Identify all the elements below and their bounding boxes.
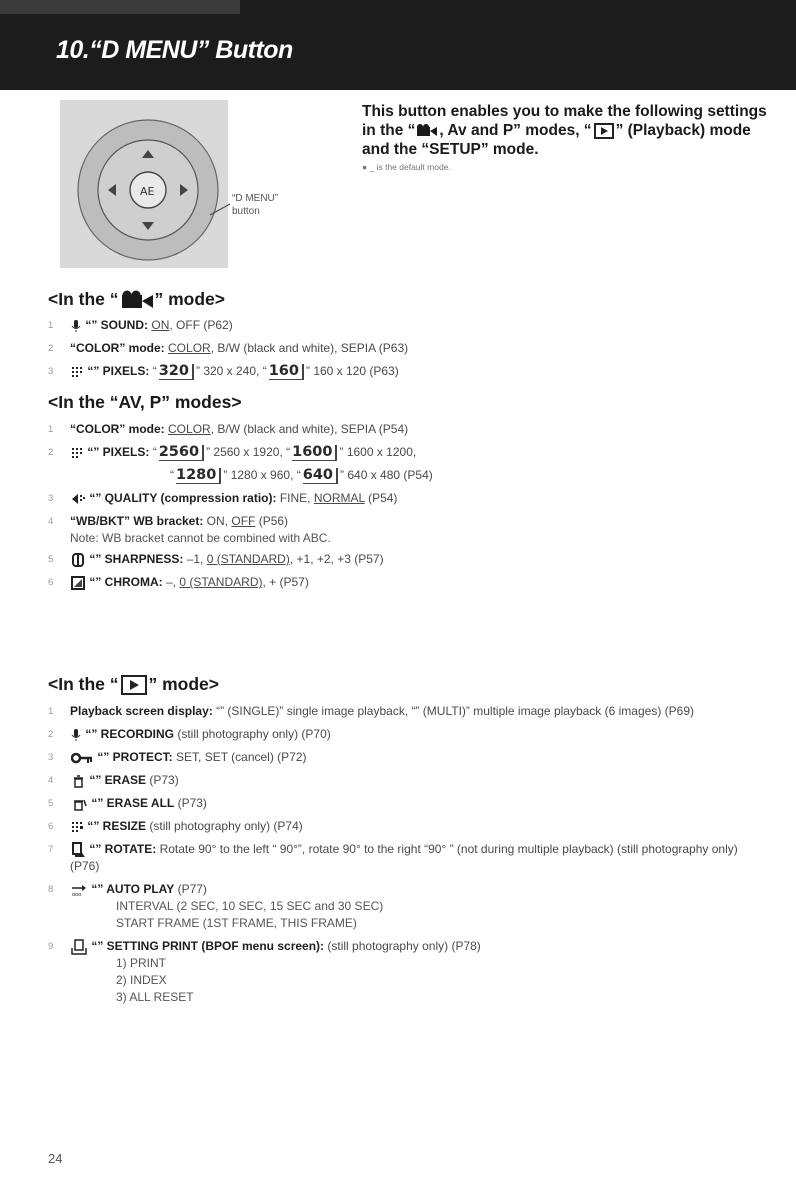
play-icon xyxy=(121,675,147,695)
list-item: 1 “COLOR” mode: COLOR, B/W (black and white), SEPIA (P54) xyxy=(48,422,409,436)
wb-bracket-note: Note: WB bracket cannot be combined with ABC. xyxy=(70,531,331,545)
movie-camera-icon xyxy=(416,124,438,138)
header-top-strip xyxy=(0,0,240,14)
resolution-badge: 1280 xyxy=(176,468,221,484)
print-option: 1) PRINT xyxy=(116,956,167,970)
protect-key-icon xyxy=(71,752,93,764)
quality-icon xyxy=(71,493,85,505)
rotate-icon xyxy=(71,842,85,858)
microphone-icon xyxy=(71,728,81,742)
auto-play-option: START FRAME (1ST FRAME, THIS FRAME) xyxy=(116,916,357,930)
camera-dial-icon xyxy=(60,100,310,268)
list-item: 1 “” SOUND: ON, OFF (P62) xyxy=(48,318,233,332)
list-item: 2 “COLOR” mode: COLOR, B/W (black and white), SEPIA (P63) xyxy=(48,341,409,355)
list-item: 9 “” SETTING PRINT (BPOF menu screen): (still photography only) (P78) 1) PRINT 2) INDEX 3) ALL RESET xyxy=(48,938,768,1006)
play-icon xyxy=(594,123,614,139)
intro-paragraph: This button enables you to make the following settings in the “ , Av and P” modes, “ ” (Playback) mode and the “SETUP” mode. ● _ is the default mode. xyxy=(362,102,782,172)
list-item: 8 ooo “” AUTO PLAY (P77) INTERVAL (2 SEC, 10 SEC, 15 SEC and 30 SEC) START FRAME (1ST FRAME, THIS FRAME) xyxy=(48,881,768,932)
list-item: 5 “” ERASE ALL (P73) xyxy=(48,796,207,810)
playback-mode-heading: <In the “ ” mode> xyxy=(48,674,220,694)
print-icon xyxy=(71,939,87,955)
sharpness-icon xyxy=(71,553,85,567)
avp-mode-heading: <In the “AV, P” modes> xyxy=(48,392,242,412)
page-number: 24 xyxy=(48,1151,63,1166)
resolution-badge: 640 xyxy=(303,468,338,484)
list-item: 3 “” PIXELS: “ 320 ” 320 x 240, “ 160 ” 160 x 120 (P63) xyxy=(48,363,399,379)
auto-play-option: INTERVAL (2 SEC, 10 SEC, 15 SEC and 30 SEC) xyxy=(116,899,384,913)
list-item: 5 “” SHARPNESS: –1, 0 (STANDARD), +1, +2, +3 (P57) xyxy=(48,552,384,566)
list-item: 4 “WB/BKT” WB bracket: ON, OFF (P56) Note: WB bracket cannot be combined with ABC. xyxy=(48,513,768,547)
resolution-badge: 160 xyxy=(269,364,304,380)
print-option: 2) INDEX xyxy=(116,973,167,987)
pixels-icon xyxy=(71,366,83,378)
header-bar xyxy=(0,0,796,90)
default-mode-note: ● _ is the default mode. xyxy=(362,162,451,172)
list-item: 1 Playback screen display: “” (SINGLE)” single image playback, “” (MULTI)” multiple image playback (6 images) (P69) xyxy=(48,704,694,718)
auto-play-icon xyxy=(71,883,87,897)
resolution-badge: 1600 xyxy=(292,445,337,461)
svg-text:ooo: ooo xyxy=(72,891,82,897)
chroma-icon xyxy=(71,576,85,590)
list-item: 2 “” RECORDING (still photography only) (P70) xyxy=(48,727,331,741)
svg-text:AE: AE xyxy=(140,185,155,198)
pixels-icon xyxy=(71,447,83,459)
list-item: 2 “” PIXELS: “ 2560 ” 2560 x 1920, “ 1600 ” 1600 x 1200, “ 1280 ” 1280 x 960, “ 640 ” 640 x 480 (P54) xyxy=(48,444,433,483)
resolution-badge: 2560 xyxy=(159,445,204,461)
erase-icon xyxy=(71,774,85,788)
erase-all-icon xyxy=(71,797,87,811)
page-title: 10.“D MENU” Button xyxy=(56,36,293,64)
avp-mode-list xyxy=(48,421,768,597)
d-menu-button-label: “D MENU” button xyxy=(232,193,279,217)
list-item: 6 “” CHROMA: –, 0 (STANDARD), + (P57) xyxy=(48,575,309,589)
resize-icon xyxy=(71,821,83,833)
list-item: 7 “” ROTATE: Rotate 90° to the left “ 90°”, rotate 90° to the right “90° ” (not during multiple playback) (still photography only) (P76) xyxy=(48,842,738,873)
list-item: 3 “” QUALITY (compression ratio): FINE, NORMAL (P54) xyxy=(48,491,398,505)
movie-mode-heading: <In the “ ” mode> xyxy=(48,289,226,309)
print-option: 3) ALL RESET xyxy=(116,990,194,1004)
resolution-badge: 320 xyxy=(159,364,194,380)
list-item: 3 “” PROTECT: SET, SET (cancel) (P72) xyxy=(48,750,307,764)
microphone-icon xyxy=(71,319,81,333)
movie-mode-list xyxy=(48,317,768,386)
movie-camera-icon xyxy=(120,290,154,310)
playback-mode-list xyxy=(48,703,768,1012)
list-item: 6 “” RESIZE (still photography only) (P74) xyxy=(48,819,303,833)
list-item: 4 “” ERASE (P73) xyxy=(48,773,179,787)
d-menu-dial-illustration xyxy=(60,100,310,268)
